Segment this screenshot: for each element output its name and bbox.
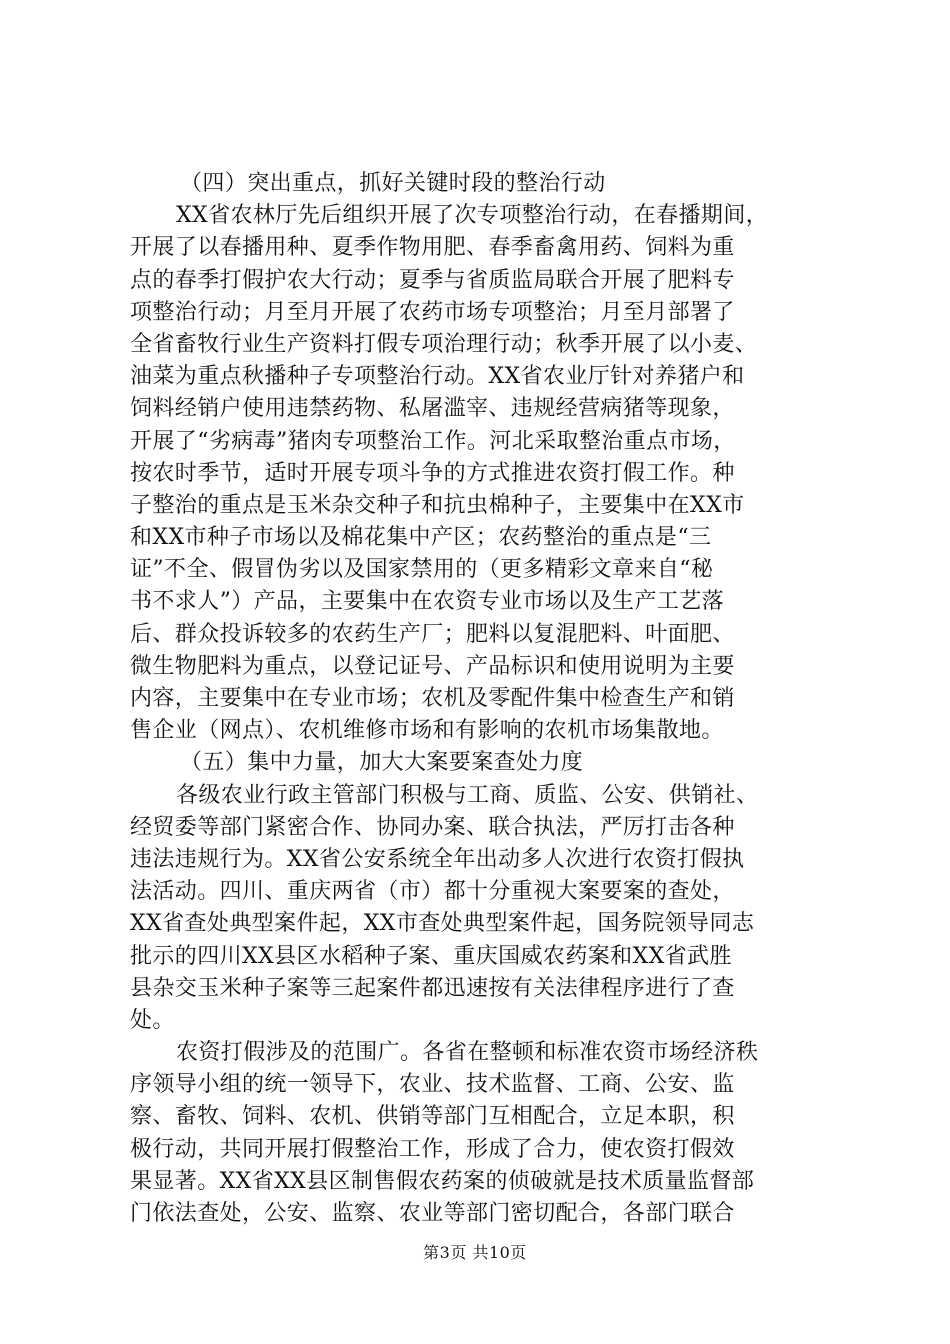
paragraph-line: 和XX市种子市场以及棉花集中产区；农药整治的重点是“三 [130,525,712,551]
section-heading-4: （四）突出重点，抓好关键时段的整治行动 [180,171,606,196]
paragraph-line: 违法违规行为。XX省公安系统全年出动多人次进行农资打假执 [130,846,745,872]
paragraph-line: 饲料经销户使用违禁药物、私屠滥宰、违规经营病猪等现象， [130,396,735,422]
body-text [130,168,830,1230]
paragraph-line: 全省畜牧行业生产资料打假专项治理行动；秋季开展了以小麦、 [130,331,758,357]
page-number-footer: 第3页 共10页 [423,1243,527,1262]
paragraph-line: 经贸委等部门紧密合作、协同办案、联合执法，严厉打击各种 [130,814,735,840]
paragraph-line: 售企业（网点）、农机维修市场和有影响的农机市场集散地。 [130,718,724,744]
paragraph-line: 内容，主要集中在专业市场；农机及零配件集中检查生产和销 [130,686,735,711]
paragraph-line: XX省查处典型案件起，XX市查处典型案件起，国务院领导同志 [130,911,755,937]
paragraph-line: 微生物肥料为重点，以登记证号、产品标识和使用说明为主要 [130,653,735,679]
paragraph-line: 开展了以春播用种、夏季作物用肥、春季畜禽用药、饲料为重 [130,235,735,261]
paragraph-line: 察、畜牧、饲料、农机、供销等部门互相配合，立足本职，积 [130,1104,735,1130]
paragraph-line: 项整治行动；月至月开展了农药市场专项整治；月至月部署了 [130,299,735,325]
paragraph-line: 序领导小组的统一领导下，农业、技术监督、工商、公安、监 [130,1072,735,1098]
paragraph-line: 子整治的重点是玉米杂交种子和抗虫棉种子，主要集中在XX市 [130,492,745,518]
paragraph-line: 果显著。XX省XX县区制售假农药案的侦破就是技术质量监督部 [130,1168,755,1194]
paragraph-line: 点的春季打假护农大行动；夏季与省质监局联合开展了肥料专 [130,267,735,293]
section-heading-5: （五）集中力量，加大大案要案查处力度 [180,750,584,776]
paragraph-line: 极行动，共同开展打假整治工作，形成了合力，使农资打假效 [130,1136,735,1162]
paragraph-line: XX省农林厅先后组织开展了次专项整治行动，在春播期间， [176,203,769,229]
paragraph-line: 后、群众投诉较多的农药生产厂；肥料以复混肥料、叶面肥、 [130,621,735,647]
paragraph-line: 处。 [130,1007,175,1033]
paragraph-line: 开展了“劣病毒”猪肉专项整治工作。河北采取整治重点市场， [130,428,736,454]
paragraph-line: 各级农业行政主管部门积极与工商、质监、公安、供销社、 [176,782,759,808]
paragraph-line: 批示的四川XX县区水稻种子案、重庆国威农药案和XX省武胜 [130,943,732,969]
paragraph-line: 农资打假涉及的范围广。各省在整顿和标准农资市场经济秩 [176,1040,759,1066]
paragraph-line: 按农时季节，适时开展专项斗争的方式推进农资打假工作。种 [130,460,735,486]
paragraph-line: 县杂交玉米种子案等三起案件都迅速按有关法律程序进行了查 [130,975,735,1001]
paragraph-line: 书不求人”）产品，主要集中在农资专业市场以及生产工艺落 [130,589,725,615]
paragraph-line: 门依法查处，公安、监察、农业等部门密切配合，各部门联合 [130,1201,735,1226]
paragraph-line: 法活动。四川、重庆两省（市）都十分重视大案要案的查处， [130,879,735,905]
paragraph-line: 证”不全、假冒伪劣以及国家禁用的（更多精彩文章来自“秘 [130,557,714,583]
paragraph-line: 油菜为重点秋播种子专项整治行动。XX省农业厅针对养猪户和 [130,364,745,390]
